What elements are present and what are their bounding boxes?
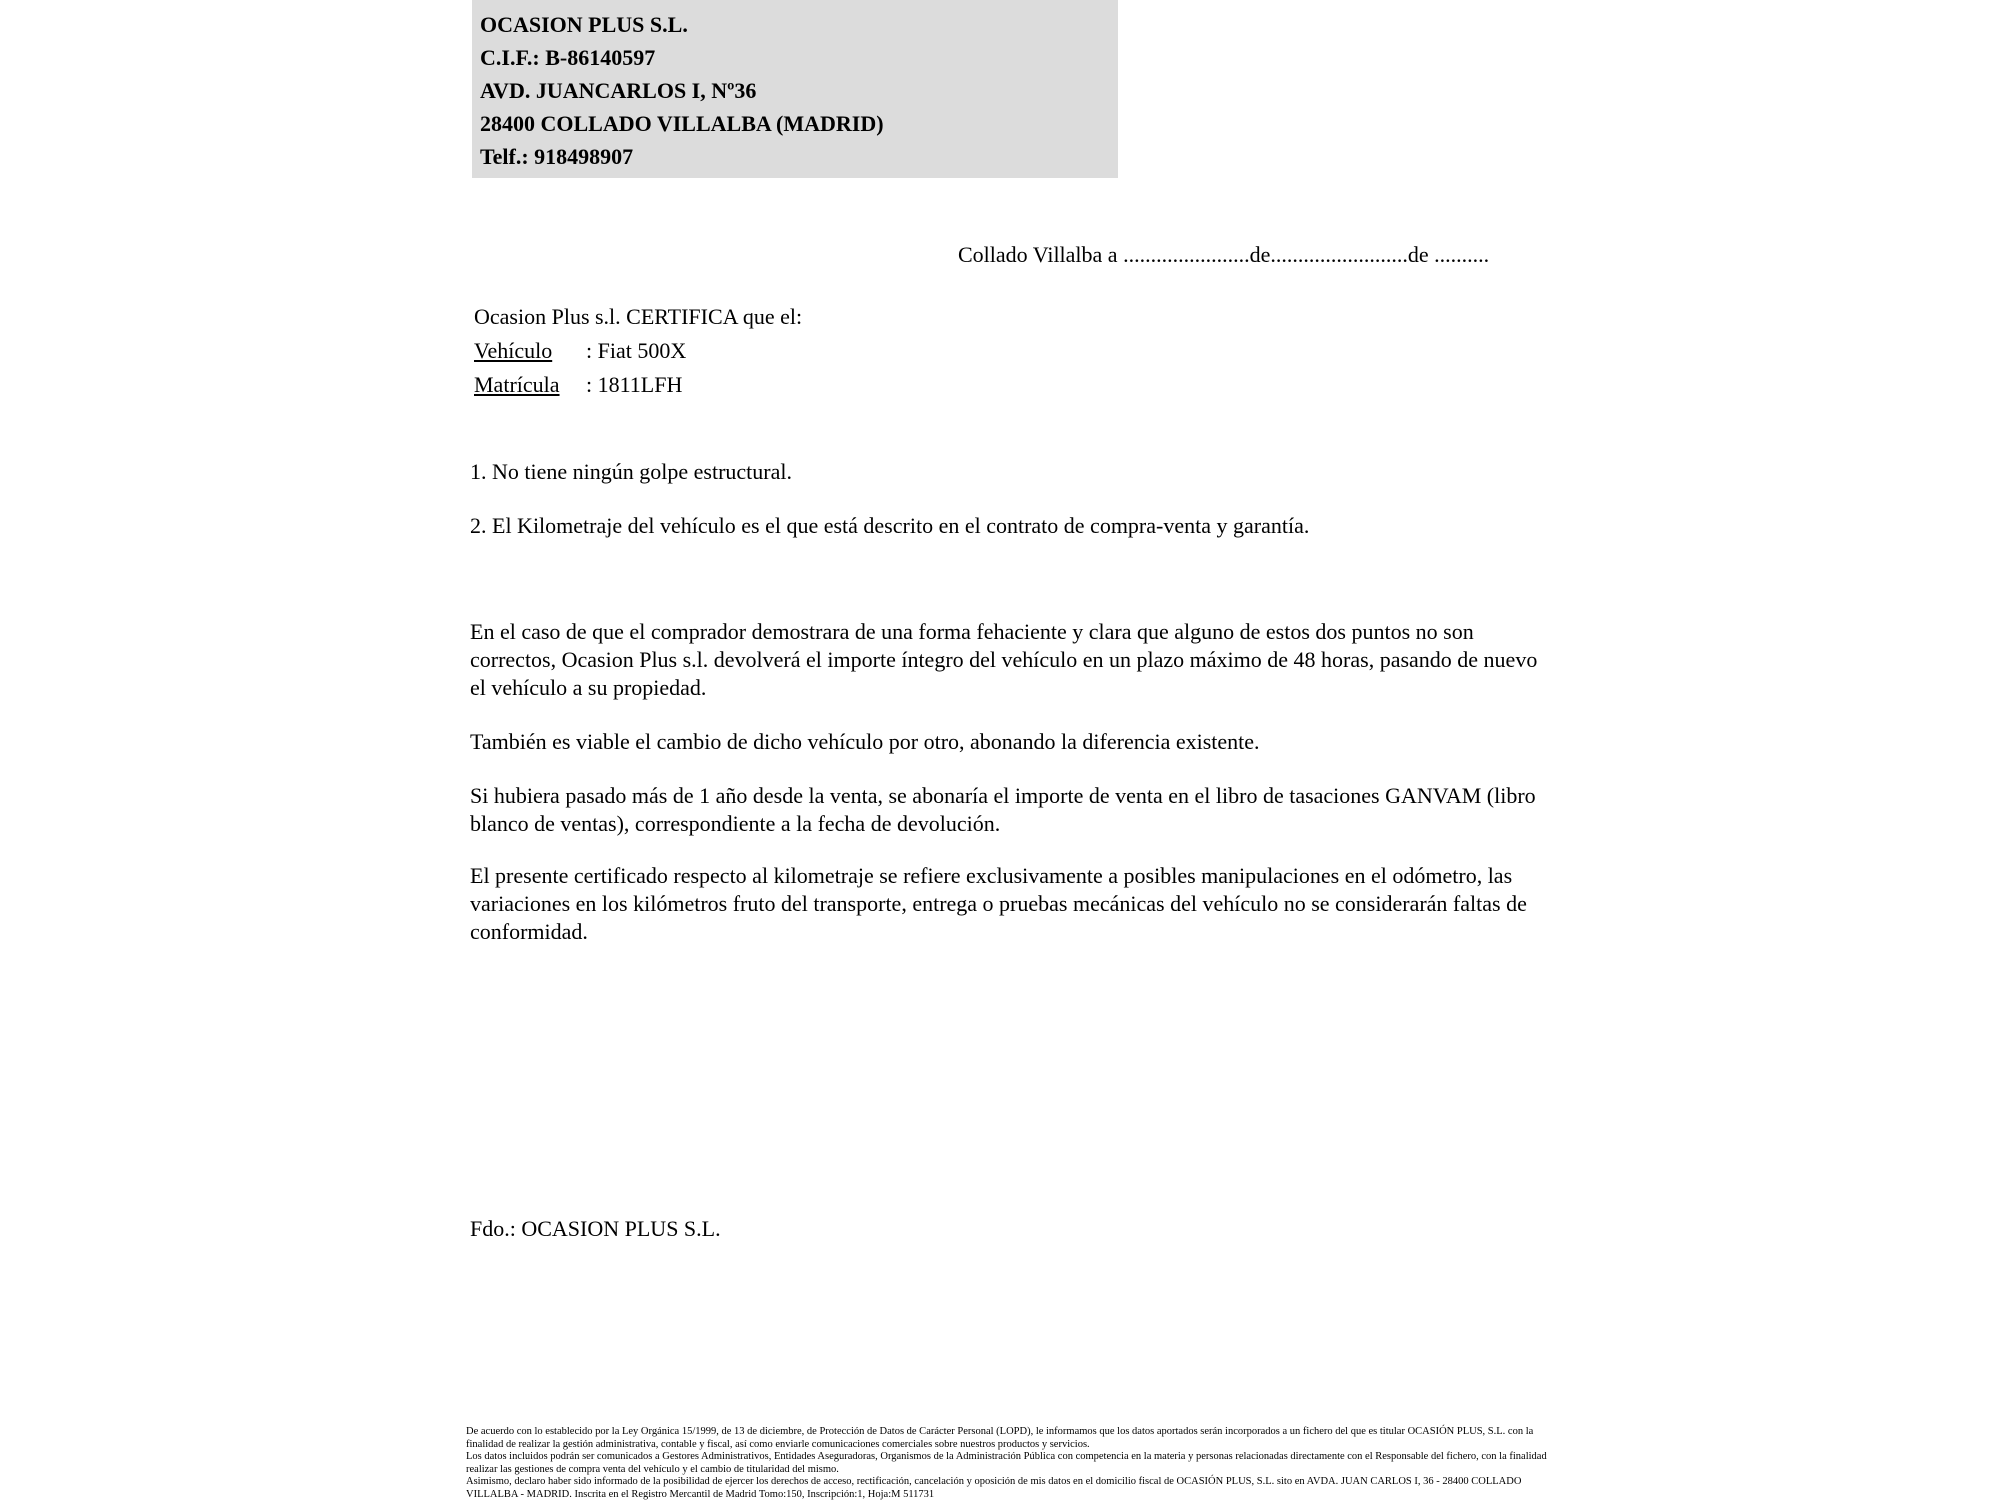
company-header <box>472 0 1118 178</box>
company-name: OCASION PLUS S.L. <box>480 12 688 37</box>
certified-point-2: 2. El Kilometraje del vehículo es el que está descrito en el contrato de compra-venta y garantía. <box>470 513 1310 538</box>
vehicle-label: Vehículo <box>474 338 553 363</box>
plate-label: Matrícula <box>474 372 560 397</box>
signature-line: Fdo.: OCASION PLUS S.L. <box>470 1216 721 1241</box>
legal-footer-lopd-2: Los datos incluidos podrán ser comunicados a Gestores Administrativos, Entidades Aseguradoras, Organismos de la Administración Pública con competencia en la materia y personas relacionadas directamente con el Responsable del fichero, con la finalidad realizar las gestiones de compra venta del vehículo y el cambio de titularidad del mismo. <box>466 1451 1547 1475</box>
company-phone: Telf.: 918498907 <box>480 144 634 169</box>
legal-footer <box>466 1426 1561 1500</box>
certify-intro: Ocasion Plus s.l. CERTIFICA que el: <box>474 304 803 329</box>
vehicle-value: : Fiat 500X <box>586 338 687 363</box>
company-cif: C.I.F.: B-86140597 <box>480 45 656 70</box>
plate-row <box>474 368 802 402</box>
company-address: AVD. JUANCARLOS I, Nº36 <box>480 78 757 103</box>
legal-footer-lopd-3: Asimismo, declaro haber sido informado de la posibilidad de ejercer los derechos de acceso, rectificación, cancelación y oposición de mis datos en el domicilio fiscal de OCASIÓN PLUS, S.L. sito en AVDA. JUAN CARLOS I, 36 - 28400 COLLADO VILLALBA - MADRID. Inscrita en el Registro Mercantil de Madrid Tomo:150, Inscripción:1, Hoja:M 511731 <box>466 1476 1522 1500</box>
certify-block <box>474 300 802 402</box>
legal-footer-lopd-1: De acuerdo con lo establecido por la Ley Orgánica 15/1999, de 13 de diciembre, de Protección de Datos de Carácter Personal (LOPD), le informamos que los datos aportados serán incorporados a un fichero del que es titular OCASIÓN PLUS, S.L. con la finalidad de realizar la gestión administrativa, contable y fiscal, así como enviarle comunicaciones comerciales sobre nuestros productos y servicios. <box>466 1426 1534 1450</box>
paragraph-refund: En el caso de que el comprador demostrara de una forma fehaciente y clara que alguno de estos dos puntos no son correctos, Ocasion Plus s.l. devolverá el importe íntegro del vehículo en un plazo máximo de 48 horas, pasando de nuevo el vehículo a su propiedad. <box>470 619 1538 700</box>
paragraph-exchange: También es viable el cambio de dicho vehículo por otro, abonando la diferencia existente. <box>470 729 1260 754</box>
paragraph-odometer: El presente certificado respecto al kilometraje se refiere exclusivamente a posibles manipulaciones en el odómetro, las variaciones en los kilómetros fruto del transporte, entrega o pruebas mecánicas del vehículo no se considerarán faltas de conformidad. <box>470 863 1527 944</box>
date-line: Collado Villalba a .......................de.........................de .......... <box>958 242 1490 267</box>
paragraph-ganvam: Si hubiera pasado más de 1 año desde la venta, se abonaría el importe de venta en el libro de tasaciones GANVAM (libro blanco de ventas), correspondiente a la fecha de devolución. <box>470 783 1536 836</box>
certified-point-1: 1. No tiene ningún golpe estructural. <box>470 459 792 484</box>
plate-value: : 1811LFH <box>586 372 683 397</box>
company-city: 28400 COLLADO VILLALBA (MADRID) <box>480 111 884 136</box>
vehicle-row <box>474 334 802 368</box>
